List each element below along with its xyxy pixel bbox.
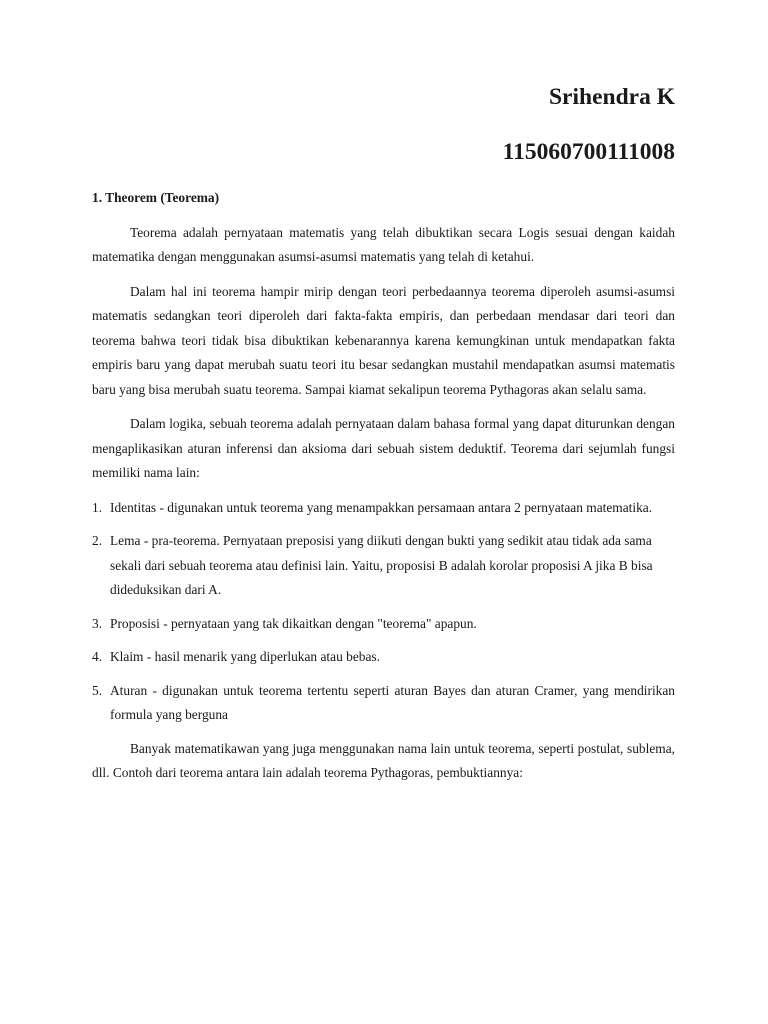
list-item-text: Aturan - digunakan untuk teorema tertentu seperti aturan Bayes dan aturan Cramer, yang mendirikan formula yang berguna xyxy=(110,682,675,722)
document-body xyxy=(92,186,675,796)
list-item xyxy=(92,496,675,521)
list-item-text: Proposisi - pernyataan yang tak dikaitkan dengan "teorema" apapun. xyxy=(110,615,477,631)
list-item-number: 5. xyxy=(92,682,103,698)
list-item-number: 4. xyxy=(92,649,103,664)
list-item-number: 1. xyxy=(92,499,103,515)
list-item-number: 3. xyxy=(92,615,103,631)
paragraph-theory-comparison: Dalam hal ini teorema hampir mirip dengan teori perbedaannya teorema diperoleh asumsi-asumsi matematis sedangkan teori diperoleh dari fakta-fakta empiris, dan perbedaan mendasar dari teori dan teorema bahwa teori tidak bisa dibuktikan kebenarannya karena kemungkinan untuk mendapatkan fakta empiris baru yang dapat merubah suatu teori itu besar sedangkan mustahil mendapatkan asumsi matematis baru yang bisa merubah suatu teorema. Sampai kiamat sekalipun teorema Pythagoras akan selalu sama. xyxy=(92,283,675,397)
paragraph-closing: Banyak matematikawan yang juga menggunakan nama lain untuk teorema, seperti postulat, sublema, dll. Contoh dari teorema antara lain adalah teorema Pythagoras, pembuktiannya: xyxy=(92,740,675,780)
paragraph-definition: Teorema adalah pernyataan matematis yang telah dibuktikan secara Logis sesuai dengan kaidah matematika dengan menggunakan asumsi-asumsi matematis yang telah di ketahui. xyxy=(92,224,675,264)
list-item-text: Lema - pra-teorema. Pernyataan preposisi yang diikuti dengan bukti yang sedikit atau tidak ada sama sekali dari sebuah teorema atau definisi lain. Yaitu, proposisi B adalah korolar proposisi A jika B bisa dideduksikan dari A. xyxy=(110,533,653,597)
author-name: Srihendra K xyxy=(548,84,675,110)
list-item-text: Klaim - hasil menarik yang diperlukan atau bebas. xyxy=(110,649,380,664)
student-id: 115060700111008 xyxy=(502,139,675,165)
list-item xyxy=(92,645,675,670)
list-item xyxy=(92,529,675,603)
list-item xyxy=(92,612,675,637)
paragraph-logic: Dalam logika, sebuah teorema adalah pernyataan dalam bahasa formal yang dapat diturunkan dengan mengaplikasikan aturan inferensi dan aksioma dari sebuah sistem deduktif. Teorema dari sejumlah fungsi memiliki nama lain: xyxy=(92,416,675,480)
list-item-text: Identitas - digunakan untuk teorema yang menampakkan persamaan antara 2 pernyataan matematika. xyxy=(110,499,653,515)
list-item xyxy=(92,679,675,728)
section-heading: 1. Theorem (Teorema) xyxy=(92,190,220,205)
list-item-number: 2. xyxy=(92,533,103,548)
